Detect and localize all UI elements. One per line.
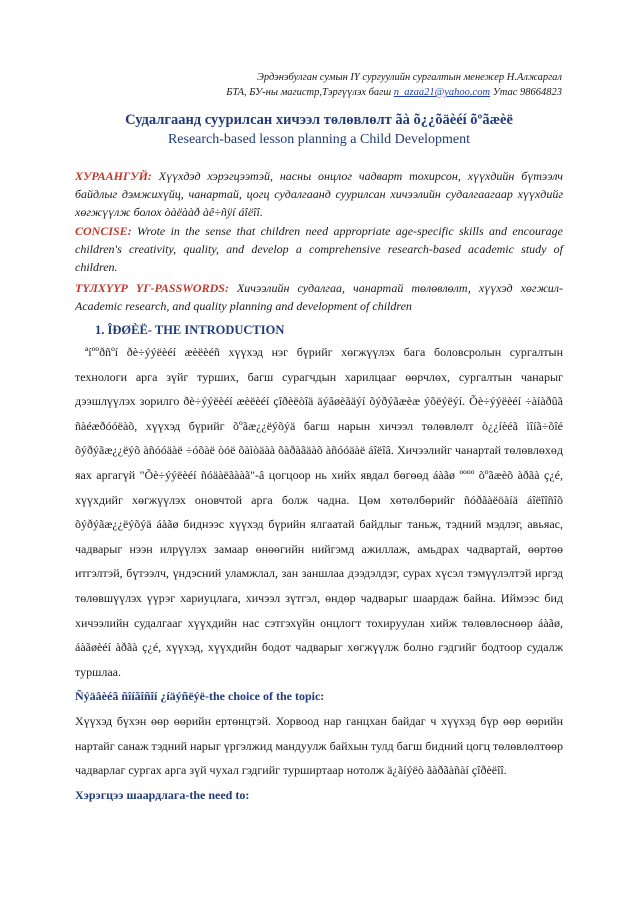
need-heading: Хэрэгцээ шаардлага-the need to: — [75, 787, 250, 802]
topic-choice-heading: Ñýäâèéã ñîíãîñîí ¿íäýñëýë-the choice of the topic: — [75, 689, 325, 704]
author-credentials: БТА, БУ-ны магистр,Тэргүүлэх багш — [226, 87, 394, 98]
introduction-paragraph — [75, 340, 563, 684]
author-phone: Утас 98664823 — [490, 87, 562, 98]
keywords-label: ТҮЛХҮҮР ҮГ-PASSWORDS: — [75, 281, 229, 295]
topic-choice-paragraph: Хүүхэд бүхэн өөр өөрийн ертөнцтэй. Хорвоод нар ганцхан байдаг ч хүүхэд бүр өөр өөрийн нартайг санаж тэдний нарыг үргэлжид мандуулж байхын тулд багш бидний цогц төлөвлөлтөөр чадварлаг сургах арга зүй чухал гэдгийг турширтаар нотолж ä¿ãíýëò ãàðãàñàí çîðèëîî. — [75, 713, 563, 778]
author-info — [226, 70, 562, 100]
keywords — [75, 279, 563, 315]
section-heading-introduction: 1. ÎÐØÈË- THE INTRODUCTION — [95, 323, 285, 337]
abstract-en-label: CONCISE: — [75, 224, 132, 238]
abstract-mn-text: Хүүхдэд хэрэгцээтэй, насны онцлог чадварт тохирсон, хүүхдийн бүтээлч байдлыг дэмжихүйц, чанартай, цогц судалгаанд суурилсан хичээлийн судалгаагаар хүүхдийг хөгжүүлж болох òàëààð àê÷ñÿí áîëîî. — [75, 169, 563, 219]
introduction-text: ªíººðñºí ðè÷ýýëèéí æèëèéñ хүүхэд нэг бүрийг хөгжүүлэх бага боловсролын сургалтын технологи арга зүйг турших, багш сурагчдын харилцааг өөрчлөх, сургалтын чанарыг дээшлүүлэх зорилго ðè÷ýýëèéí æèëèéí çîðèëòîä äýâøèãäýí õýðýãæèæ ýõëýëýí. Õè÷ýýëèéí ÷àíàðûã ñàéæðóóëàõ, хүүхэд бүрийг õºãæ¿¿ëýõýä багш нарын хичээл төлөвлөлт ò¿¿íèéã ìîíã÷õîé õýðýãæ¿¿ëýõ àñóóäàë ÷óõàë òóë õàìòäàà õàðàãäàõ àñóóäàë áîëîâ. Хичээлийг чанартай төлөвлөхөд яах аргагүй "Õè÷ýýëèéí ñóäàëãààã"-â цогцоор нь хийх явдал бөгөөд áàãø ºººº õºãæèõ àðãà ç¿é, хүүхдийг хөгжүүлэх оновчтой арга болж чадна. Цөм хөтөлбөрийг ñóðãàëöàíä áîëîîñîõ õýðýãæ¿¿ëýõýä áàãø биднээс хүүхэд бүрийн ялгаатай байдлыг таньж, тэдний мэдлэг, авьяас, чадварыг нээн илрүүлэх замаар өнөөгийн нийгэмд ажиллаж, амьдрах чадвартай, өөртөө итгэлтэй, бүтээлч, үндэсний уламжлал, зан заншлаа дээдэлдэг, сурах хүсэл тэмүүлэлтэй иргэд төлөвшүүлэх үүрэг хариуцлага, хичээл зүтгэл, өндөр чадварыг шаардаж байна. Иймээс бид хичээлийн судалгааг хүүхдийн нас сэтгэхүйн онцлогт тохируулан хийж төлөвлөснөөр áàãø, áàãøèéí àðãà ç¿é, хүүхэд, хүүхдийн бодот чадварыг хөгжүүлж болно гэдгийг бодтоор судалж туршлаа. — [75, 345, 563, 679]
author-line-2 — [226, 85, 562, 100]
keywords-text: Хичээлийн судалгаа, чанартай төлөвлөлт, хүүхэд хөгжил- Academic research, and quality planning and development of children — [75, 281, 563, 313]
section-body — [75, 340, 563, 807]
author-email-link[interactable]: n_azaa21@yahoo.com — [393, 87, 491, 98]
title-english: Research-based lesson planning a Child Development — [167, 132, 471, 147]
abstract-english — [75, 222, 563, 276]
title-mongolian: Судалгаанд суурилсан хичээл төлөвлөлт ãà õ¿¿õäèéí õºãæèë — [125, 112, 513, 128]
abstract-mn-label: ХУРААНГУЙ: — [75, 169, 152, 183]
abstract-en-text: Wrote in the sense that children need appropriate age-specific skills and encourage children's creativity, quality, and develop a comprehensive research-based academic study of children. — [75, 224, 563, 274]
author-line-1: Эрдэнэбулган сумын IY сургуулийн сургалтын менежер Н.Алжаргал — [257, 72, 562, 83]
abstract-mongolian — [75, 167, 563, 221]
